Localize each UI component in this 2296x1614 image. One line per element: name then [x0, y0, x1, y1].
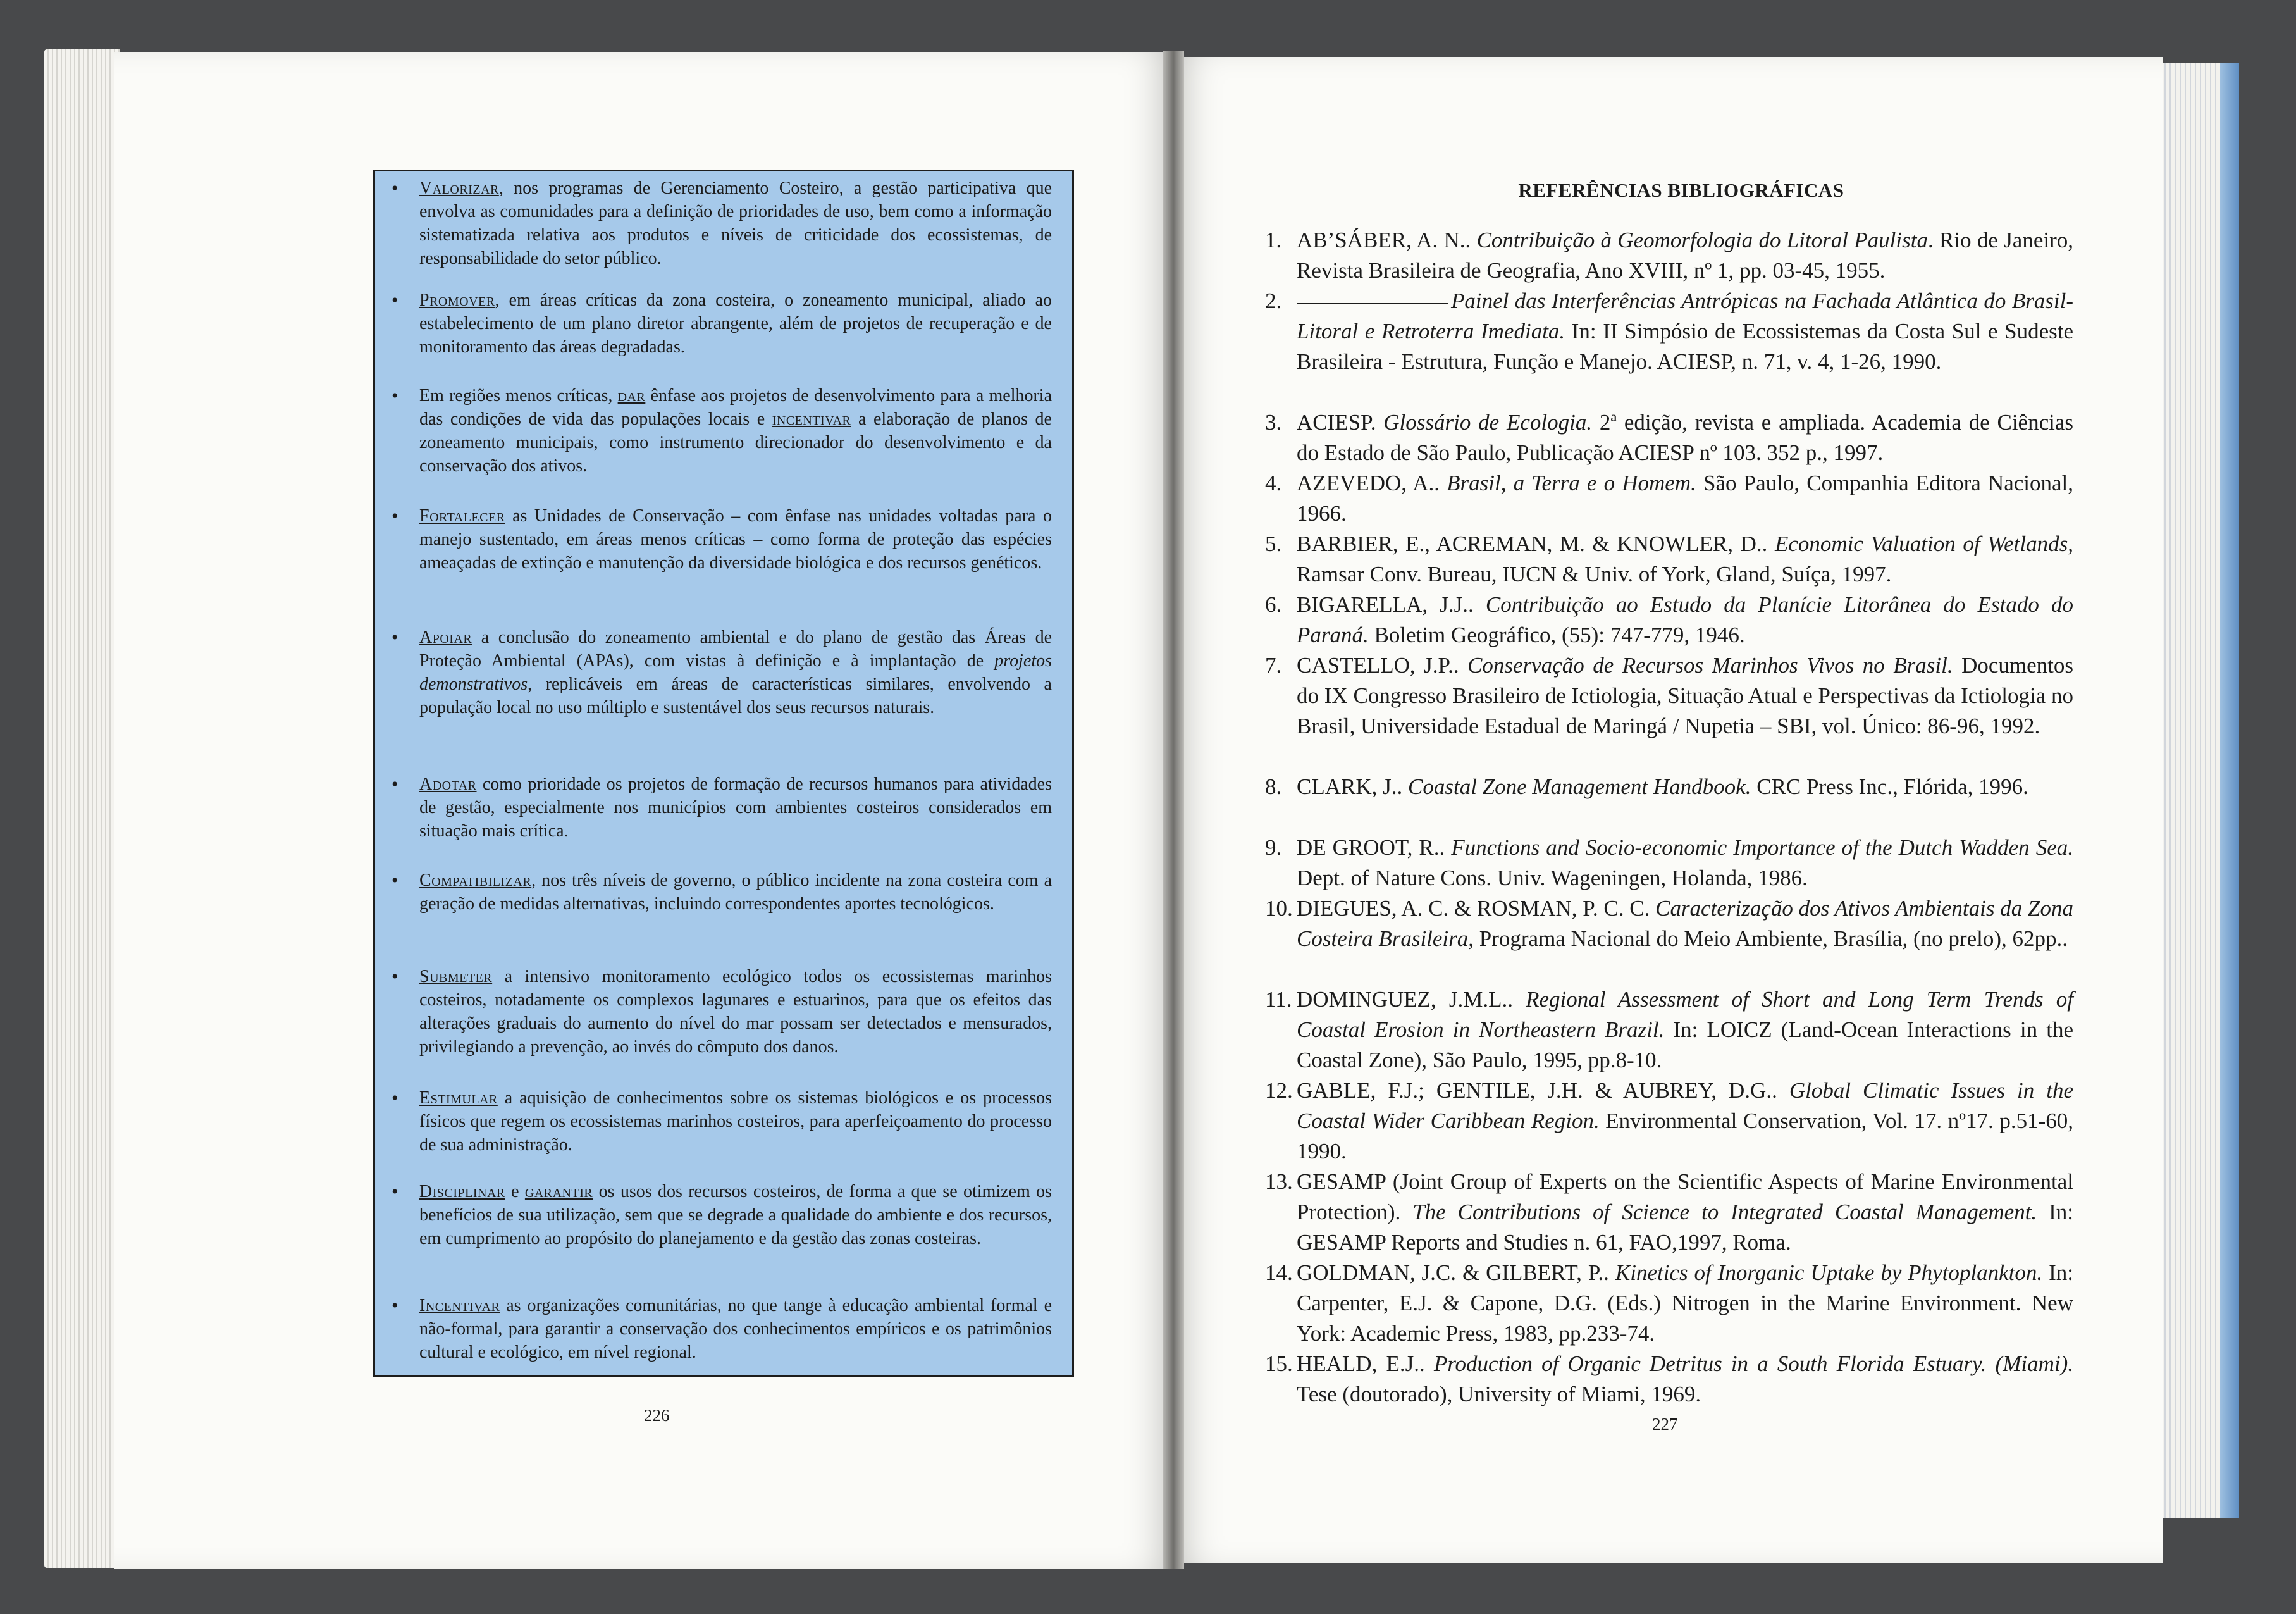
reference-item: 4. AZEVEDO, A.. Brasil, a Terra e o Homem. São Paulo, Companhia Editora Nacional, 1966. [1265, 471, 2073, 526]
reference-item: 10. DIEGUES, A. C. & ROSMAN, P. C. C. Caracterização dos Ativos Ambientais da Zona Costeira Brasileira, Programa Nacional do Meio Ambiente, Brasília, (no prelo), 62pp.. [1265, 896, 2074, 951]
left-page-number: 226 [644, 1406, 670, 1425]
reference-item: 14. GOLDMAN, J.C. & GILBERT, P.. Kinetics of Inorganic Uptake by Phytoplankton. In: Carpenter, E.J. & Capone, D.G. (Eds.) Nitrogen in the Marine Environment. New York: Academic Press, 1983, pp.233-74. [1265, 1260, 2073, 1346]
reference-item: 7. CASTELLO, J.P.. Conservação de Recursos Marinhos Vivos no Brasil. Documentos do IX Congresso Brasileiro de Ictiologia, Situação Atual e Perspectivas da Ictiologia no Brasil, Universidade Estadual de Maringá / Nupetia – SBI, vol. Único: 86-96, 1992. [1265, 653, 2074, 738]
reference-item: 6. BIGARELLA, J.J.. Contribuição ao Estudo da Planície Litorânea do Estado do Paraná. Boletim Geográfico, (55): 747-779, 1946. [1265, 592, 2074, 647]
list-item: • Fortalecer as Unidades de Conservação – com ênfase nas unidades voltadas para o manejo sustentado, em áreas menos críticas – como forma de proteção das espécies ameaçadas de extinção e manutenção da diversidade biológica e dos recursos genéticos. [392, 506, 1052, 573]
right-page-number: 227 [1652, 1415, 1678, 1434]
list-item: • Apoiar a conclusão do zoneamento ambiental e do plano de gestão das Áreas de Proteção Ambiental (APAs), com vistas à definição e à implantação de projetos demonstrativos, replicáveis em áreas de características similares, envolvendo a população local no uso múltiplo e sustentável dos seus recursos naturais. [392, 627, 1052, 717]
reference-item: 3. ACIESP. Glossário de Ecologia. 2ª edição, revista e ampliada. Academia de Ciências do Estado de São Paulo, Publicação ACIESP nº 103. 352 p., 1997. [1265, 410, 2073, 465]
list-item: • Estimular a aquisição de conhecimentos sobre os sistemas biológicos e os processos físicos que regem os ecossistemas marinhos costeiros, para aperfeiçoamento do processo de sua administração. [392, 1088, 1052, 1155]
left-page-edges [44, 49, 120, 1568]
reference-item: 11. DOMINGUEZ, J.M.L.. Regional Assessment of Short and Long Term Trends of Coastal Erosion in Northeastern Brazil. In: LOICZ (Land-Ocean Interactions in the Coastal Zone), São Paulo, 1995, pp.8-10. [1265, 987, 2073, 1072]
list-item: • Promover, em áreas críticas da zona costeira, o zoneamento municipal, aliado ao estabelecimento de um plano diretor abrangente, além de projetos de recuperação e de monitoramento das áreas degradadas. [392, 290, 1052, 357]
references-title: REFERÊNCIAS BIBLIOGRÁFICAS [1518, 179, 1844, 201]
reference-item: 15. HEALD, E.J.. Production of Organic Detritus in a South Florida Estuary. (Miami). Tese (doutorado), University of Miami, 1969. [1265, 1351, 2073, 1406]
reference-item: 13. GESAMP (Joint Group of Experts on the Scientific Aspects of Marine Environmental Protection). The Contributions of Science to Integrated Coastal Management. In: GESAMP Reports and Studies n. 61, FAO,1997, Roma. [1265, 1169, 2073, 1255]
right-page-edges [2151, 63, 2239, 1518]
list-item: • Submeter a intensivo monitoramento ecológico todos os ecossistemas marinhos costeiros, notadamente os complexos lagunares e estuarinos, para que os efeitos das alterações graduais do aumento do nível do mar possam ser detectados e mensurados, privilegiando a prevenção, ao invés do cômputo dos danos. [392, 966, 1052, 1057]
reference-item: 1. AB’SÁBER, A. N.. Contribuição à Geomorfologia do Litoral Paulista. Rio de Janeiro, Revista Brasileira de Geografia, Ano XVIII, nº 1, pp. 03-45, 1955. [1265, 228, 2073, 283]
reference-item: 8. CLARK, J.. Coastal Zone Management Handbook. CRC Press Inc., Flórida, 1996. [1265, 774, 2028, 799]
list-item: • Em regiões menos críticas, dar ênfase aos projetos de desenvolvimento para a melhoria das condições de vida das populações locais e incentivar a elaboração de planos de zoneamento municipais, como instrumento direcionador do desenvolvimento e da conservação dos ativos. [392, 385, 1052, 476]
reference-item: 9. DE GROOT, R.. Functions and Socio-economic Importance of the Dutch Wadden Sea. Dept. of Nature Cons. Univ. Wageningen, Holanda, 1986. [1265, 835, 2073, 890]
list-item: • Valorizar, nos programas de Gerenciamento Costeiro, a gestão participativa que envolva as comunidades para a definição de prioridades de uso, bem como a informação sistematizada relativa aos produtos e níveis de criticidade dos ecossistemas, de responsabilidade do setor público. [392, 178, 1052, 268]
list-item: • Adotar como prioridade os projetos de formação de recursos humanos para atividades de gestão, especialmente nos municípios com ambientes costeiros considerados em situação mais crítica. [392, 774, 1052, 841]
reference-item: 5. BARBIER, E., ACREMAN, M. & KNOWLER, D.. Economic Valuation of Wetlands, Ramsar Conv. Bureau, IUCN & Univ. of York, Gland, Suíça, 1997. [1265, 531, 2073, 587]
list-item: • Compatibilizar, nos três níveis de governo, o público incidente na zona costeira com a geração de medidas alternativas, incluindo correspondentes aportes tecnológicos. [392, 870, 1052, 914]
list-item: • Incentivar as organizações comunitárias, no que tange à educação ambiental formal e não-formal, para garantir a conservação dos conhecimentos empíricos e os patrimônios cultural e ecológico, em nível regional. [392, 1295, 1052, 1362]
list-item: • Disciplinar e garantir os usos dos recursos costeiros, de forma a que se otimizem os benefícios de sua utilização, sem que se degrade a qualidade do ambiente e dos recursos, em cumprimento ao propósito do planejamento e da gestão das zonas costeiras. [392, 1181, 1052, 1248]
recommendations-box [373, 170, 1074, 1377]
book-gutter [1163, 51, 1184, 1569]
repeated-author-line [1297, 303, 1448, 304]
reference-item: 12. GABLE, F.J.; GENTILE, J.H. & AUBREY, D.G.. Global Climatic Issues in the Coastal Wider Caribbean Region. Environmental Conservation, Vol. 17. nº17. p.51-60, 1990. [1265, 1078, 2074, 1164]
reference-item: 2. Painel das Interferências Antrópicas na Fachada Atlântica do Brasil-Litoral e Retroterra Imediata. In: II Simpósio de Ecossistemas da Costa Sul e Sudeste Brasileira - Estrutura, Função e Manejo. ACIESP, n. 71, v. 4, 1-26, 1990. [1265, 289, 2073, 374]
